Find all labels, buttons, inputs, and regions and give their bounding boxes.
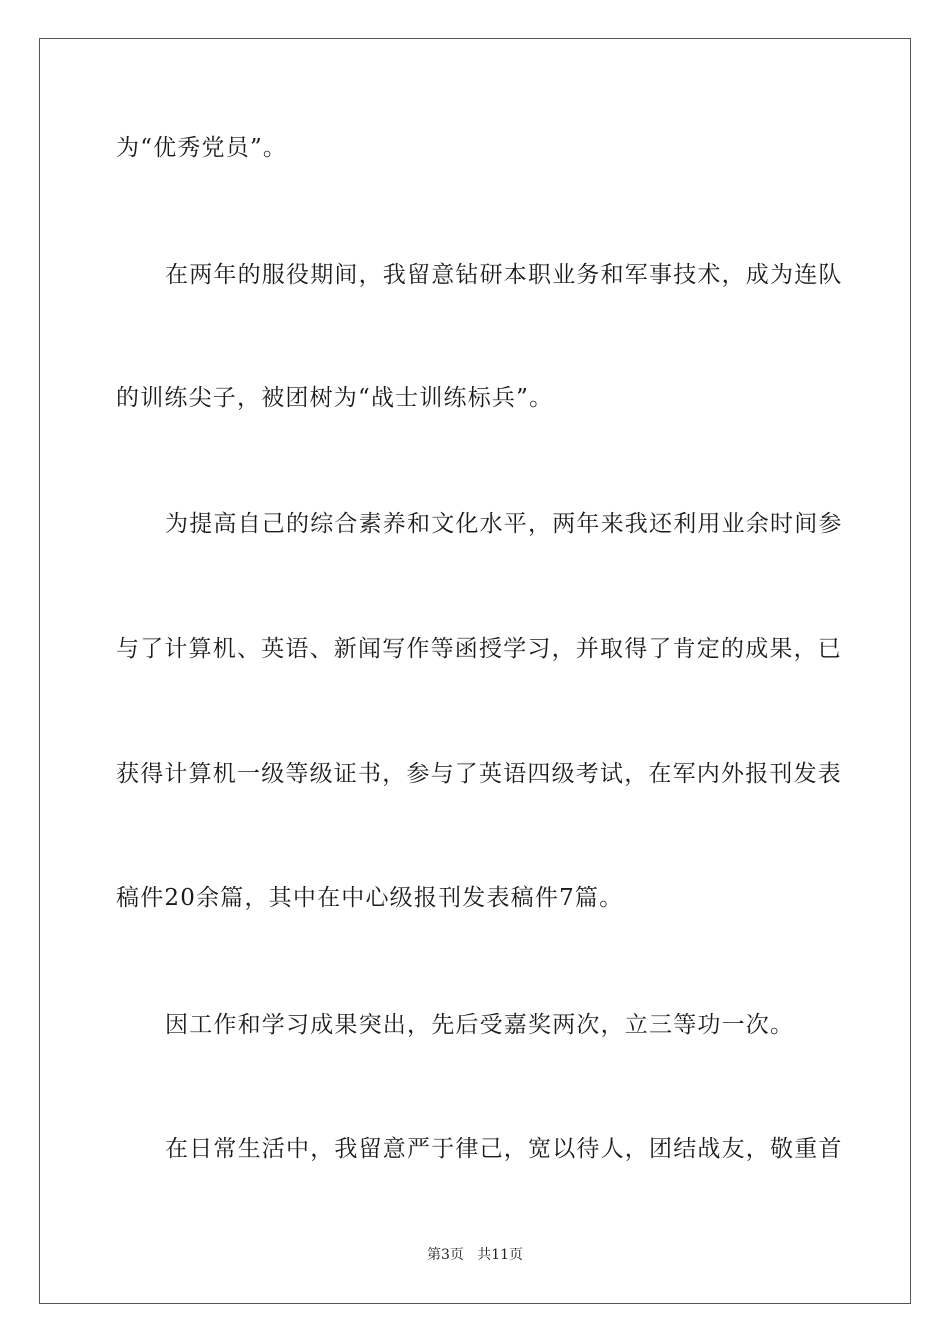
page-border — [39, 38, 911, 1304]
text-line-5: 与了计算机、英语、新闻写作等函授学习，并取得了肯定的成果，已 — [116, 636, 842, 662]
page-number-footer: 第3页 共11页 — [426, 1247, 524, 1263]
text-line-6: 获得计算机一级等级证书，参与了英语四级考试，在军内外报刊发表 — [116, 761, 842, 787]
text-line-7: 稿件20余篇，其中在中心级报刊发表稿件7篇。 — [116, 885, 624, 911]
text-line-3: 的训练尖子，被团树为“战士训练标兵”。 — [116, 385, 554, 411]
text-line-2: 在两年的服役期间，我留意钻研本职业务和军事技术，成为连队 — [165, 262, 843, 288]
text-line-1: 为“优秀党员”。 — [116, 135, 288, 161]
text-line-9: 在日常生活中，我留意严于律己，宽以待人，团结战友，敬重首 — [165, 1136, 843, 1162]
text-line-8: 因工作和学习成果突出，先后受嘉奖两次，立三等功一次。 — [165, 1012, 795, 1038]
text-line-4: 为提高自己的综合素养和文化水平，两年来我还利用业余时间参 — [165, 511, 843, 537]
